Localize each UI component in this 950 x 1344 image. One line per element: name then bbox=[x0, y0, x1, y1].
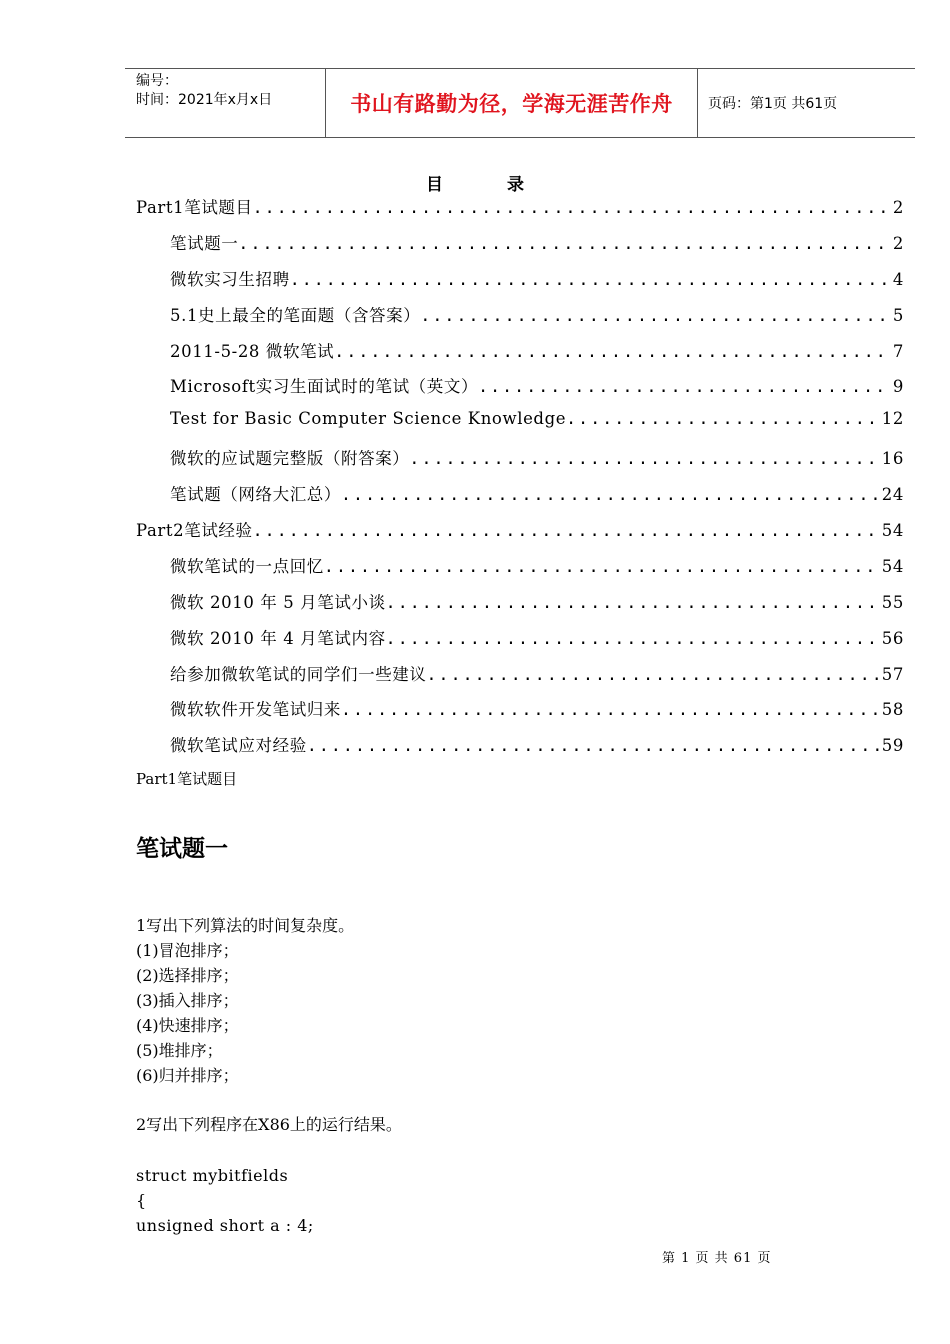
toc-entry[interactable] bbox=[136, 373, 904, 409]
question-line: (6)归并排序； bbox=[136, 1066, 239, 1085]
toc-leader-dots bbox=[420, 306, 891, 325]
toc-entry-page: 9 bbox=[892, 377, 904, 397]
toc-entry[interactable] bbox=[136, 732, 904, 768]
toc-leader-dots bbox=[341, 700, 880, 719]
toc-leader-dots bbox=[290, 270, 891, 289]
toc-entry-title: 微软 2010 年 5 月笔试小谈 bbox=[170, 592, 386, 612]
toc-leader-dots bbox=[341, 485, 880, 504]
header-page-info: 页码：第1页 共61页 bbox=[708, 96, 838, 112]
toc-entry-title: Microsoft实习生面试时的笔试（英文） bbox=[170, 377, 479, 397]
toc-entry-page: 12 bbox=[881, 409, 904, 429]
toc-entry-part2[interactable] bbox=[136, 517, 904, 553]
toc-title bbox=[0, 170, 950, 195]
section-breadcrumb: Part1笔试题目 bbox=[136, 770, 238, 788]
toc-title-char-1: 目 bbox=[426, 175, 443, 195]
toc-entry-page: 55 bbox=[881, 592, 904, 612]
toc-entry-title: 微软笔试应对经验 bbox=[170, 736, 307, 756]
toc-leader-dots bbox=[427, 665, 880, 684]
question-line: (2)选择排序； bbox=[136, 966, 239, 985]
toc-leader-dots bbox=[253, 521, 880, 540]
toc-entry-part1[interactable] bbox=[136, 194, 904, 230]
section-heading: 笔试题一 bbox=[136, 836, 228, 862]
toc-entry-page: 59 bbox=[881, 736, 904, 756]
toc-leader-dots bbox=[253, 198, 891, 217]
toc-entry-title: 微软 2010 年 4 月笔试内容 bbox=[170, 628, 386, 648]
toc-entry-page: 5 bbox=[892, 305, 904, 325]
toc-leader-dots bbox=[386, 629, 880, 648]
toc-entry[interactable] bbox=[136, 696, 904, 732]
toc-entry-page: 7 bbox=[892, 341, 904, 361]
toc-entry[interactable] bbox=[136, 481, 904, 517]
page-footer: 第 1 页 共 61 页 bbox=[662, 1251, 772, 1266]
toc-entry-title: 笔试题（网络大汇总） bbox=[170, 485, 341, 505]
toc-entry-title: Part1笔试题目 bbox=[136, 198, 253, 217]
toc-entry-title: 微软软件开发笔试归来 bbox=[170, 700, 341, 720]
toc-title-char-2: 录 bbox=[507, 175, 524, 195]
toc-leader-dots bbox=[307, 736, 880, 755]
toc-entry[interactable] bbox=[136, 302, 904, 338]
toc-entry-title: 微软实习生招聘 bbox=[170, 269, 290, 289]
toc-leader-dots bbox=[478, 377, 891, 396]
toc-entry-page: 24 bbox=[881, 485, 904, 505]
question-line: (1)冒泡排序； bbox=[136, 941, 239, 960]
toc-entry-page: 4 bbox=[892, 269, 904, 289]
question-2: 2写出下列程序在X86上的运行结果。 bbox=[136, 1115, 402, 1134]
toc-entry[interactable] bbox=[136, 625, 904, 661]
toc-entry-page: 16 bbox=[881, 449, 904, 469]
code-line: unsigned short a : 4; bbox=[136, 1216, 314, 1235]
toc-entry-title: 笔试题一 bbox=[170, 233, 239, 253]
toc-entry-page: 58 bbox=[881, 700, 904, 720]
question-line: (3)插入排序； bbox=[136, 991, 239, 1010]
page-header bbox=[125, 68, 915, 138]
toc-entry-page: 54 bbox=[881, 556, 904, 576]
toc-entry[interactable] bbox=[136, 661, 904, 697]
toc-entry-title: 给参加微软笔试的同学们一些建议 bbox=[170, 664, 427, 684]
toc-entry[interactable] bbox=[136, 266, 904, 302]
question-line: (4)快速排序； bbox=[136, 1016, 239, 1035]
toc-entry[interactable] bbox=[136, 445, 904, 481]
header-meta-cell bbox=[125, 69, 326, 137]
toc-entry-title: Part2笔试经验 bbox=[136, 521, 253, 541]
toc-entry[interactable] bbox=[136, 409, 904, 445]
toc-leader-dots bbox=[386, 593, 880, 612]
toc-leader-dots bbox=[334, 342, 891, 361]
code-line: { bbox=[136, 1191, 147, 1210]
toc-leader-dots bbox=[324, 557, 880, 576]
toc-entry-page: 54 bbox=[881, 521, 904, 541]
toc-leader-dots bbox=[238, 234, 890, 253]
question-1 bbox=[136, 913, 354, 1088]
question-line: (5)堆排序； bbox=[136, 1041, 223, 1060]
toc-entry[interactable] bbox=[136, 589, 904, 625]
toc-entry[interactable] bbox=[136, 553, 904, 589]
toc-entry-page: 2 bbox=[892, 198, 904, 217]
code-block bbox=[136, 1163, 314, 1238]
code-line: struct mybitfields bbox=[136, 1166, 289, 1185]
header-number-label: 编号： bbox=[136, 73, 178, 89]
toc-entry-title: Test for Basic Computer Science Knowledge bbox=[170, 409, 567, 429]
toc-entry-title: 微软的应试题完整版（附答案） bbox=[170, 449, 410, 469]
toc-entry-title: 5.1史上最全的笔面题（含答案） bbox=[170, 305, 421, 325]
header-time: 时间：2021年x月x日 bbox=[136, 92, 273, 108]
header-motto: 书山有路勤为径，学海无涯苦作舟 bbox=[326, 69, 698, 137]
toc-entry[interactable] bbox=[136, 338, 904, 374]
toc-entry-title: 2011-5-28 微软笔试 bbox=[170, 341, 335, 361]
toc-entry-title: 微软笔试的一点回忆 bbox=[170, 556, 324, 576]
toc-entry[interactable] bbox=[136, 230, 904, 266]
toc-leader-dots bbox=[409, 449, 879, 468]
toc-leader-dots bbox=[566, 409, 880, 428]
question-line: 1写出下列算法的时间复杂度。 bbox=[136, 916, 355, 935]
toc-entry-page: 56 bbox=[881, 628, 904, 648]
toc-entry-page: 2 bbox=[892, 233, 904, 253]
toc-entry-page: 57 bbox=[881, 664, 904, 684]
table-of-contents bbox=[136, 194, 904, 768]
